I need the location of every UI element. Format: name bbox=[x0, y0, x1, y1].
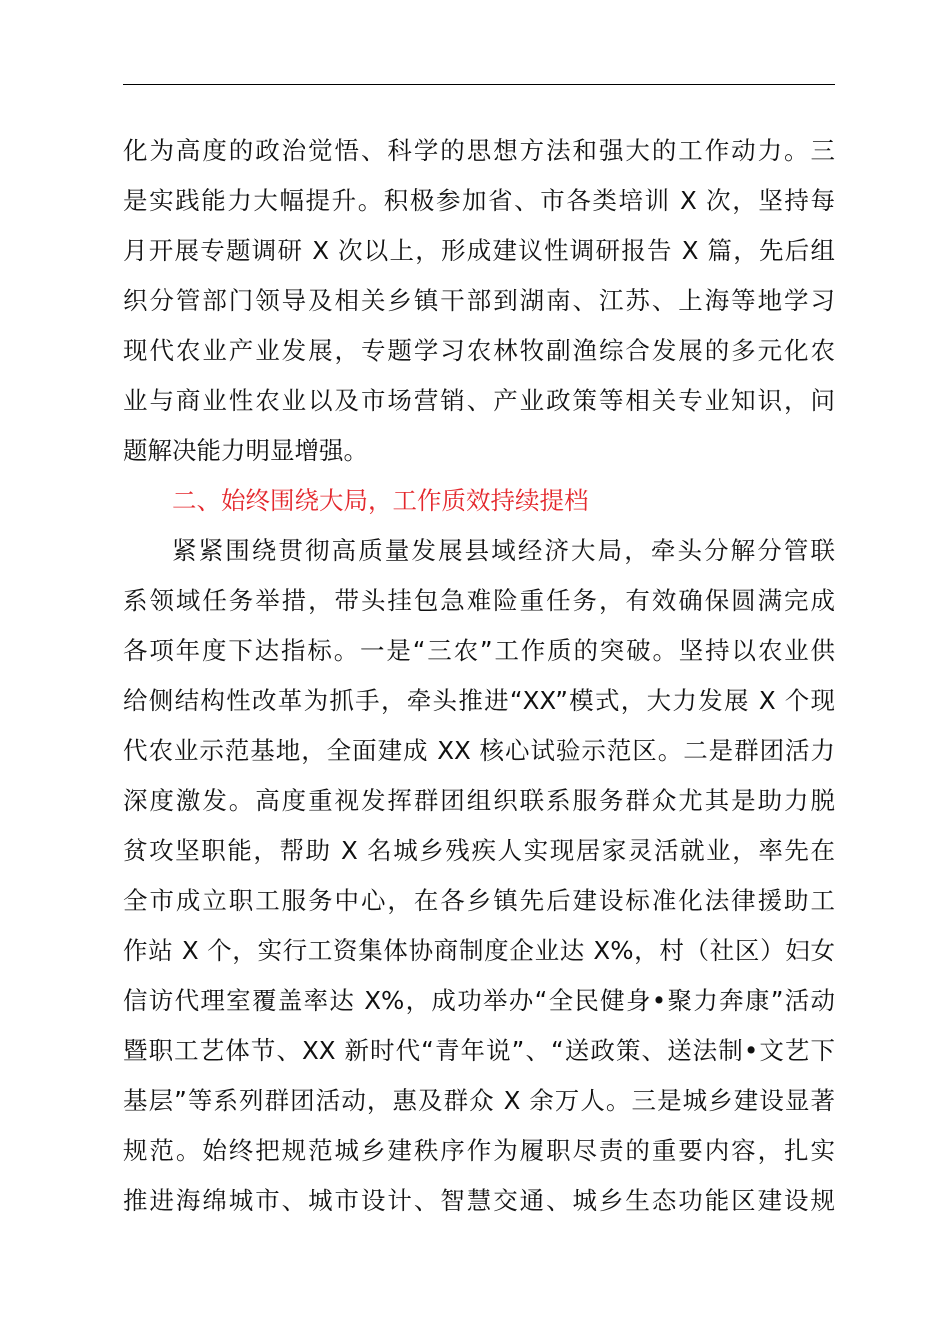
text-line: 规范。始终把规范城乡建秩序作为履职尽责的重要内容，扎实 bbox=[123, 1136, 835, 1165]
header-rule bbox=[123, 84, 835, 85]
text-line: 系领域任务举措，带头挂包急难险重任务，有效确保圆满完成 bbox=[123, 586, 835, 615]
text-line: 基层”等系列群团活动，惠及群众 X 余万人。三是城乡建设显著 bbox=[123, 1086, 835, 1115]
paragraph-2 bbox=[123, 526, 835, 1226]
text-line: 现代农业产业发展，专题学习农林牧副渔综合发展的多元化农 bbox=[123, 336, 835, 365]
text-line: 业与商业性农业以及市场营销、产业政策等相关专业知识，问 bbox=[123, 386, 835, 415]
paragraph-1 bbox=[123, 126, 835, 476]
text-line: 暨职工艺体节、XX 新时代“青年说”、“送政策、送法制•文艺下 bbox=[123, 1036, 835, 1065]
text-line: 给侧结构性改革为抓手，牵头推进“XX”模式，大力发展 X 个现 bbox=[123, 686, 835, 715]
text-line: 是实践能力大幅提升。积极参加省、市各类培训 X 次，坚持每 bbox=[123, 186, 835, 215]
text-line: 作站 X 个，实行工资集体协商制度企业达 X%，村（社区）妇女 bbox=[123, 936, 835, 965]
text-line: 深度激发。高度重视发挥群团组织联系服务群众尤其是助力脱 bbox=[123, 786, 835, 815]
text-line: 织分管部门领导及相关乡镇干部到湖南、江苏、上海等地学习 bbox=[123, 286, 835, 315]
text-line: 月开展专题调研 X 次以上，形成建议性调研报告 X 篇，先后组 bbox=[123, 236, 835, 265]
document-body bbox=[123, 126, 835, 1226]
text-line: 各项年度下达指标。一是“三农”工作质的突破。坚持以农业供 bbox=[123, 636, 835, 665]
text-line: 信访代理室覆盖率达 X%，成功举办“全民健身•聚力奔康”活动 bbox=[123, 986, 835, 1015]
section-heading: 二、始终围绕大局，工作质效持续提档 bbox=[172, 486, 589, 515]
text-line: 代农业示范基地，全面建成 XX 核心试验示范区。二是群团活力 bbox=[123, 736, 835, 765]
text-line: 贫攻坚职能，帮助 X 名城乡残疾人实现居家灵活就业，率先在 bbox=[123, 836, 835, 865]
text-line: 化为高度的政治觉悟、科学的思想方法和强大的工作动力。三 bbox=[123, 136, 835, 165]
text-line: 推进海绵城市、城市设计、智慧交通、城乡生态功能区建设规 bbox=[123, 1186, 835, 1215]
text-line: 全市成立职工服务中心，在各乡镇先后建设标准化法律援助工 bbox=[123, 886, 835, 915]
text-line: 题解决能力明显增强。 bbox=[123, 436, 368, 465]
text-line: 紧紧围绕贯彻高质量发展县域经济大局，牵头分解分管联 bbox=[172, 536, 835, 565]
